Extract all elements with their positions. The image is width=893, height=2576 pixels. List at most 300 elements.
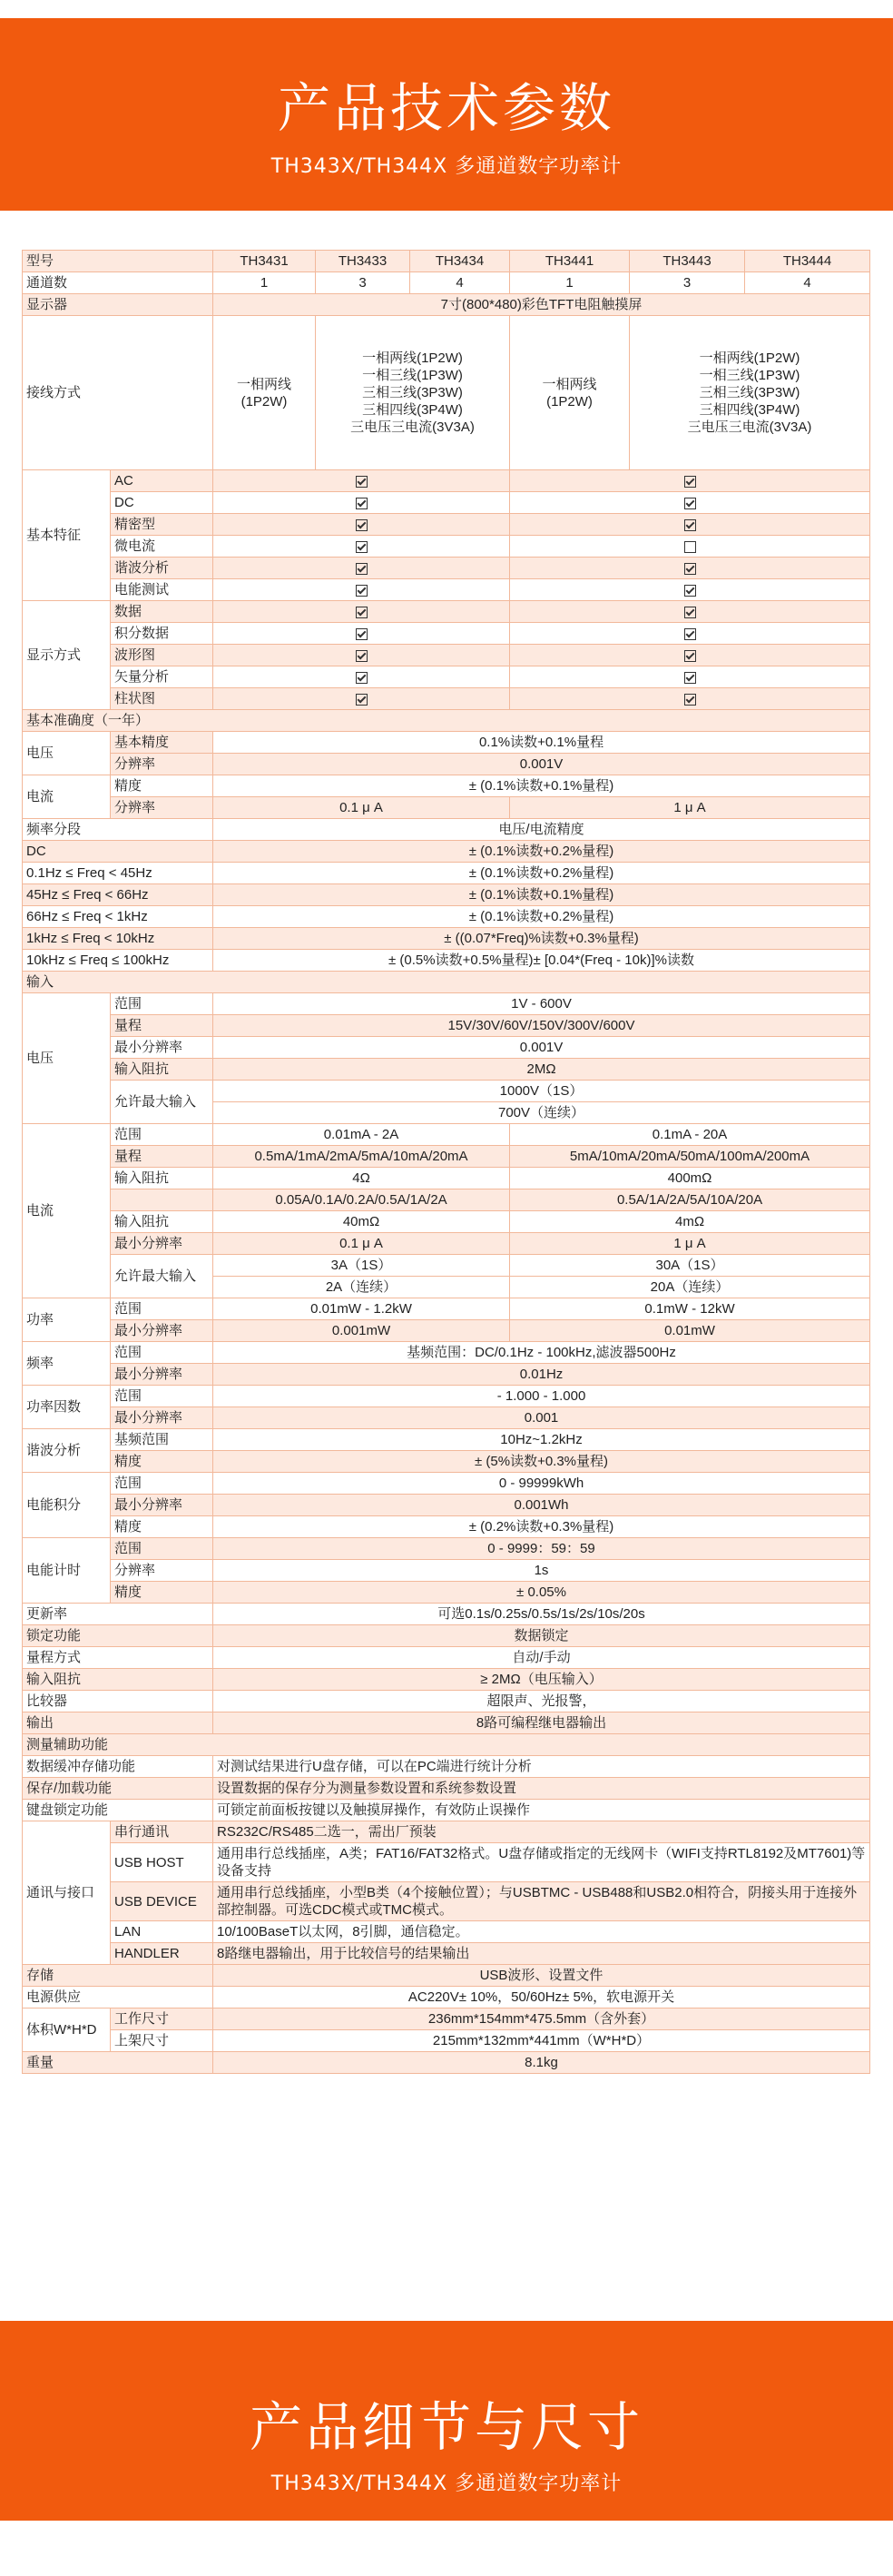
misc-row — [23, 1669, 870, 1691]
timer-res: 1s — [213, 1560, 870, 1582]
input-voltage-name: 范围 — [111, 993, 213, 1015]
input-voltage-row — [23, 1037, 870, 1059]
input-current-row — [23, 1233, 870, 1255]
input-current-row — [23, 1168, 870, 1189]
input-current-max-row — [23, 1255, 870, 1277]
misc-value: 自动/手动 — [213, 1647, 870, 1669]
basic-features-item-name: DC — [111, 492, 213, 514]
checked-box-icon — [684, 585, 696, 597]
input-voltage-value: 2MΩ — [213, 1059, 870, 1081]
input-current-name: 量程 — [111, 1146, 213, 1168]
pf-range: - 1.000 - 1.000 — [213, 1386, 870, 1407]
storage-label: 存储 — [23, 1965, 213, 1987]
spec-table — [22, 250, 870, 2074]
power-supply-row — [23, 1987, 870, 2008]
banner-title: 产品技术参数 — [277, 77, 615, 139]
input-voltage-max-label: 允许最大输入 — [111, 1081, 213, 1124]
dimensions-name: 上架尺寸 — [111, 2030, 213, 2052]
freq-band-range: 1kHz ≤ Freq < 10kHz — [23, 928, 213, 950]
basic-features-item-name: 微电流 — [111, 536, 213, 558]
checked-box-icon — [356, 607, 368, 618]
model-row — [23, 251, 870, 272]
checked-box-icon — [684, 694, 696, 706]
checked-box-icon — [356, 563, 368, 575]
display-modes-left-check — [213, 601, 510, 623]
timer-row — [23, 1560, 870, 1582]
display-modes-row — [23, 601, 870, 623]
aux-section-row — [23, 1734, 870, 1756]
freq-band-accuracy: ± ((0.07*Freq)%读数+0.3%量程) — [213, 928, 870, 950]
freq-band-accuracy: ± (0.5%读数+0.5%量程)± [0.04*(Freq - 10k)]%读数 — [213, 950, 870, 972]
dimensions-value: 236mm*154mm*475.5mm（含外套） — [213, 2008, 870, 2030]
misc-row — [23, 1647, 870, 1669]
frequency-range: 基频范围：DC/0.1Hz - 100kHz,滤波器500Hz — [213, 1342, 870, 1364]
checked-box-icon — [684, 563, 696, 575]
basic-features-left-check — [213, 536, 510, 558]
channels-cell: 1 — [510, 272, 630, 294]
bottom-banner — [0, 2321, 893, 2521]
frequency-row — [23, 1364, 870, 1386]
harmonic-range-name: 基频范围 — [111, 1429, 213, 1451]
freq-band-row — [23, 884, 870, 906]
input-section-title: 输入 — [23, 972, 870, 993]
power-supply-value: AC220V± 10%，50/60Hz± 5%，软电源开关 — [213, 1987, 870, 2008]
timer-label: 电能计时 — [23, 1538, 111, 1604]
misc-label: 输入阻抗 — [23, 1669, 213, 1691]
display-modes-left-check — [213, 688, 510, 710]
input-current-name: 范围 — [111, 1124, 213, 1146]
wiring-single-right: 一相两线 (1P2W) — [510, 316, 630, 470]
power-range-left: 0.01mW - 1.2kW — [213, 1298, 510, 1320]
pf-res: 0.001 — [213, 1407, 870, 1429]
checked-box-icon — [356, 672, 368, 684]
channels-cell: 4 — [745, 272, 870, 294]
checked-box-icon — [356, 498, 368, 509]
accuracy-voltage-res-row — [23, 754, 870, 775]
model-cell: TH3433 — [316, 251, 410, 272]
checked-box-icon — [356, 541, 368, 553]
aux-value: 设置数据的保存分为测量参数设置和系统参数设置 — [213, 1778, 870, 1800]
banner-subtitle: TH343X/TH344X 多通道数字功率计 — [270, 155, 623, 178]
misc-value: 8路可编程继电器输出 — [213, 1712, 870, 1734]
timer-res-name: 分辨率 — [111, 1560, 213, 1582]
misc-label: 输出 — [23, 1712, 213, 1734]
comm-name: LAN — [111, 1921, 213, 1943]
input-current-row — [23, 1146, 870, 1168]
freq-band-label: 频率分段 — [23, 819, 213, 841]
checked-box-icon — [684, 476, 696, 488]
energy-row — [23, 1473, 870, 1495]
checked-box-icon — [684, 672, 696, 684]
freq-band-range: DC — [23, 841, 213, 863]
frequency-row — [23, 1342, 870, 1364]
freq-band-range: 10kHz ≤ Freq ≤ 100kHz — [23, 950, 213, 972]
display-modes-right-check — [510, 601, 870, 623]
aux-label: 键盘锁定功能 — [23, 1800, 213, 1821]
input-section-row — [23, 972, 870, 993]
basic-features-label: 基本特征 — [23, 470, 111, 601]
input-current-max-label: 允许最大输入 — [111, 1255, 213, 1298]
input-current-name: 最小分辨率 — [111, 1233, 213, 1255]
input-voltage-label: 电压 — [23, 993, 111, 1124]
display-modes-item-name: 柱状图 — [111, 688, 213, 710]
comm-name: USB HOST — [111, 1843, 213, 1882]
power-range-right: 0.1mW - 12kW — [510, 1298, 870, 1320]
checked-box-icon — [356, 476, 368, 488]
timer-row — [23, 1538, 870, 1560]
checked-box-icon — [684, 650, 696, 662]
misc-value: 数据锁定 — [213, 1625, 870, 1647]
channels-label: 通道数 — [23, 272, 213, 294]
aux-row — [23, 1800, 870, 1821]
model-label: 型号 — [23, 251, 213, 272]
input-current-right: 0.5A/1A/2A/5A/10A/20A — [510, 1189, 870, 1211]
misc-row — [23, 1625, 870, 1647]
comm-name: 串行通讯 — [111, 1821, 213, 1843]
accuracy-current-res-row — [23, 797, 870, 819]
basic-features-left-check — [213, 514, 510, 536]
comm-value: 通用串行总线插座，A类；FAT16/FAT32格式。U盘存储或指定的无线网卡（WIFI支持RTL8192及MT7601)等设备支持 — [213, 1843, 870, 1882]
weight-label: 重量 — [23, 2052, 213, 2074]
freq-band-accuracy: ± (0.1%读数+0.1%量程) — [213, 884, 870, 906]
checked-box-icon — [356, 650, 368, 662]
display-modes-label: 显示方式 — [23, 601, 111, 710]
channels-cell: 1 — [213, 272, 316, 294]
input-current-label: 电流 — [23, 1124, 111, 1298]
input-current-name — [111, 1189, 213, 1211]
freq-band-value: 电压/电流精度 — [213, 819, 870, 841]
power-res-left: 0.001mW — [213, 1320, 510, 1342]
harmonic-row — [23, 1429, 870, 1451]
input-current-name: 输入阻抗 — [111, 1211, 213, 1233]
aux-row — [23, 1756, 870, 1778]
power-row — [23, 1298, 870, 1320]
aux-group — [23, 1756, 870, 1821]
harmonic-acc: ± (5%读数+0.3%量程) — [213, 1451, 870, 1473]
comm-group — [23, 1821, 870, 1965]
channels-cell: 3 — [316, 272, 410, 294]
input-voltage-name: 最小分辨率 — [111, 1037, 213, 1059]
power-range-name: 范围 — [111, 1298, 213, 1320]
basic-features-left-check — [213, 492, 510, 514]
dimensions-value: 215mm*132mm*441mm（W*H*D） — [213, 2030, 870, 2052]
frequency-range-name: 范围 — [111, 1342, 213, 1364]
power-res-right: 0.01mW — [510, 1320, 870, 1342]
input-current-left: 4Ω — [213, 1168, 510, 1189]
display-modes-item-name: 积分数据 — [111, 623, 213, 645]
timer-range: 0 - 9999：59：59 — [213, 1538, 870, 1560]
checked-box-icon — [684, 628, 696, 640]
accuracy-section-row — [23, 710, 870, 732]
frequency-label: 频率 — [23, 1342, 111, 1386]
harmonic-row — [23, 1451, 870, 1473]
display-modes-right-check — [510, 623, 870, 645]
model-cell: TH3431 — [213, 251, 316, 272]
energy-label: 电能积分 — [23, 1473, 111, 1538]
freq-band-range: 0.1Hz ≤ Freq < 45Hz — [23, 863, 213, 884]
display-modes-item-name: 矢量分析 — [111, 666, 213, 688]
accuracy-voltage-res: 0.001V — [213, 754, 870, 775]
misc-value: 超限声、光报警， — [213, 1691, 870, 1712]
misc-label: 锁定功能 — [23, 1625, 213, 1647]
accuracy-voltage-row — [23, 732, 870, 754]
input-current-left: 0.05A/0.1A/0.2A/0.5A/1A/2A — [213, 1189, 510, 1211]
misc-value: ≥ 2MΩ（电压输入） — [213, 1669, 870, 1691]
display-modes-row — [23, 623, 870, 645]
energy-res-name: 最小分辨率 — [111, 1495, 213, 1516]
top-banner — [0, 18, 893, 211]
checked-box-icon — [684, 607, 696, 618]
input-voltage-max-2: 700V（连续） — [213, 1102, 870, 1124]
display-modes-item-name: 数据 — [111, 601, 213, 623]
accuracy-current-res-right: 1 μ A — [510, 797, 870, 819]
banner-title: 产品细节与尺寸 — [249, 2396, 643, 2458]
power-label: 功率 — [23, 1298, 111, 1342]
misc-value: 可选0.1s/0.25s/0.5s/1s/2s/10s/20s — [213, 1604, 870, 1625]
basic-features-item-name: AC — [111, 470, 213, 492]
input-current-right: 400mΩ — [510, 1168, 870, 1189]
banner-subtitle: TH343X/TH344X 多通道数字功率计 — [270, 2472, 623, 2495]
pf-row — [23, 1386, 870, 1407]
energy-row — [23, 1516, 870, 1538]
storage-row — [23, 1965, 870, 1987]
timer-acc: ± 0.05% — [213, 1582, 870, 1604]
channels-cell: 4 — [410, 272, 510, 294]
misc-label: 比较器 — [23, 1691, 213, 1712]
basic-features-right-check — [510, 492, 870, 514]
input-current-row — [23, 1124, 870, 1146]
basic-features-item-name: 电能测试 — [111, 579, 213, 601]
input-voltage-max-row — [23, 1081, 870, 1102]
accuracy-current-label: 电流 — [23, 775, 111, 819]
comm-row — [23, 1943, 870, 1965]
accuracy-current-precision: ± (0.1%读数+0.1%量程) — [213, 775, 870, 797]
input-current-name: 输入阻抗 — [111, 1168, 213, 1189]
basic-features-right-check — [510, 558, 870, 579]
display-modes-row — [23, 666, 870, 688]
basic-features-row — [23, 492, 870, 514]
comm-value: RS232C/RS485二选一，需出厂预装 — [213, 1821, 870, 1843]
dimensions-row — [23, 2008, 870, 2030]
display-modes-right-check — [510, 645, 870, 666]
display-value: 7寸(800*480)彩色TFT电阻触摸屏 — [213, 294, 870, 316]
accuracy-current-res-left: 0.1 μ A — [213, 797, 510, 819]
freq-bands-group — [23, 841, 870, 972]
accuracy-current-res-label: 分辨率 — [111, 797, 213, 819]
display-modes-row — [23, 688, 870, 710]
basic-features-item-name: 精密型 — [111, 514, 213, 536]
power-supply-label: 电源供应 — [23, 1987, 213, 2008]
input-current-left: 40mΩ — [213, 1211, 510, 1233]
basic-features-right-check — [510, 470, 870, 492]
freq-band-accuracy: ± (0.1%读数+0.2%量程) — [213, 906, 870, 928]
freq-band-row — [23, 950, 870, 972]
comm-name: HANDLER — [111, 1943, 213, 1965]
comm-row — [23, 1882, 870, 1921]
input-current-left: 0.1 μ A — [213, 1233, 510, 1255]
aux-value: 可锁定前面板按键以及触摸屏操作，有效防止误操作 — [213, 1800, 870, 1821]
checked-box-icon — [356, 628, 368, 640]
model-cell: TH3443 — [630, 251, 745, 272]
basic-features-row — [23, 536, 870, 558]
energy-acc-name: 精度 — [111, 1516, 213, 1538]
aux-section-title: 测量辅助功能 — [23, 1734, 870, 1756]
input-current-max-right-2: 20A（连续） — [510, 1277, 870, 1298]
freq-band-row — [23, 906, 870, 928]
wiring-label: 接线方式 — [23, 316, 213, 470]
energy-row — [23, 1495, 870, 1516]
basic-features-row — [23, 470, 870, 492]
basic-features-row — [23, 514, 870, 536]
misc-label: 更新率 — [23, 1604, 213, 1625]
basic-features-group — [23, 470, 870, 601]
model-cell: TH3444 — [745, 251, 870, 272]
misc-row — [23, 1604, 870, 1625]
aux-label: 保存/加载功能 — [23, 1778, 213, 1800]
input-current-max-left-2: 2A（连续） — [213, 1277, 510, 1298]
energy-acc: ± (0.2%读数+0.3%量程) — [213, 1516, 870, 1538]
input-current-max-right-1: 30A（1S） — [510, 1255, 870, 1277]
wiring-row — [23, 316, 870, 470]
channels-row — [23, 272, 870, 294]
comm-label: 通讯与接口 — [23, 1821, 111, 1965]
accuracy-current-precision-label: 精度 — [111, 775, 213, 797]
input-voltage-value: 0.001V — [213, 1037, 870, 1059]
input-current-row — [23, 1189, 870, 1211]
misc-label: 量程方式 — [23, 1647, 213, 1669]
wiring-multi-left: 一相两线(1P2W) 一相三线(1P3W) 三相三线(3P3W) 三相四线(3P4W) 三电压三电流(3V3A) — [316, 316, 510, 470]
display-modes-row — [23, 645, 870, 666]
basic-features-left-check — [213, 579, 510, 601]
pf-label: 功率因数 — [23, 1386, 111, 1429]
checked-box-icon — [356, 694, 368, 706]
model-cell: TH3434 — [410, 251, 510, 272]
freq-band-accuracy: ± (0.1%读数+0.2%量程) — [213, 841, 870, 863]
weight-row — [23, 2052, 870, 2074]
input-voltage-row — [23, 1015, 870, 1037]
display-label: 显示器 — [23, 294, 213, 316]
pf-res-name: 最小分辨率 — [111, 1407, 213, 1429]
comm-row — [23, 1821, 870, 1843]
comm-value: 8路继电器输出，用于比较信号的结果输出 — [213, 1943, 870, 1965]
misc-row — [23, 1712, 870, 1734]
basic-features-row — [23, 558, 870, 579]
aux-value: 对测试结果进行U盘存储，可以在PC端进行统计分析 — [213, 1756, 870, 1778]
freq-band-row — [23, 928, 870, 950]
input-current-right: 5mA/10mA/20mA/50mA/100mA/200mA — [510, 1146, 870, 1168]
dimensions-label: 体积W*H*D — [23, 2008, 111, 2052]
accuracy-voltage-precision: 0.1%读数+0.1%量程 — [213, 732, 870, 754]
display-modes-right-check — [510, 666, 870, 688]
aux-row — [23, 1778, 870, 1800]
freq-band-header-row — [23, 819, 870, 841]
input-current-right: 4mΩ — [510, 1211, 870, 1233]
weight-value: 8.1kg — [213, 2052, 870, 2074]
timer-row — [23, 1582, 870, 1604]
input-voltage-name: 输入阻抗 — [111, 1059, 213, 1081]
comm-row — [23, 1921, 870, 1943]
freq-band-range: 45Hz ≤ Freq < 66Hz — [23, 884, 213, 906]
input-voltage-name: 量程 — [111, 1015, 213, 1037]
accuracy-voltage-precision-label: 基本精度 — [111, 732, 213, 754]
display-modes-left-check — [213, 645, 510, 666]
comm-name: USB DEVICE — [111, 1882, 213, 1921]
frequency-res: 0.01Hz — [213, 1364, 870, 1386]
storage-value: USB波形、设置文件 — [213, 1965, 870, 1987]
input-voltage-row — [23, 993, 870, 1015]
power-row — [23, 1320, 870, 1342]
input-current-max-left-1: 3A（1S） — [213, 1255, 510, 1277]
input-voltage-value: 15V/30V/60V/150V/300V/600V — [213, 1015, 870, 1037]
checked-box-icon — [684, 498, 696, 509]
harmonic-acc-name: 精度 — [111, 1451, 213, 1473]
frequency-res-name: 最小分辨率 — [111, 1364, 213, 1386]
display-row — [23, 294, 870, 316]
freq-band-accuracy: ± (0.1%读数+0.2%量程) — [213, 863, 870, 884]
channels-cell: 3 — [630, 272, 745, 294]
input-voltage-max-1: 1000V（1S） — [213, 1081, 870, 1102]
timer-range-name: 范围 — [111, 1538, 213, 1560]
misc-row — [23, 1691, 870, 1712]
accuracy-current-row — [23, 775, 870, 797]
wiring-single-left: 一相两线 (1P2W) — [213, 316, 316, 470]
pf-range-name: 范围 — [111, 1386, 213, 1407]
basic-features-item-name: 谐波分析 — [111, 558, 213, 579]
basic-features-right-check — [510, 579, 870, 601]
timer-acc-name: 精度 — [111, 1582, 213, 1604]
freq-band-row — [23, 863, 870, 884]
basic-features-right-check — [510, 536, 870, 558]
harmonic-label: 谐波分析 — [23, 1429, 111, 1473]
input-current-row — [23, 1211, 870, 1233]
basic-features-left-check — [213, 470, 510, 492]
wiring-multi-right: 一相两线(1P2W) 一相三线(1P3W) 三相三线(3P3W) 三相四线(3P4W) 三电压三电流(3V3A) — [630, 316, 870, 470]
pf-row — [23, 1407, 870, 1429]
comm-value: 10/100BaseT以太网，8引脚，通信稳定。 — [213, 1921, 870, 1943]
basic-features-right-check — [510, 514, 870, 536]
energy-res: 0.001Wh — [213, 1495, 870, 1516]
display-modes-left-check — [213, 623, 510, 645]
aux-label: 数据缓冲存储功能 — [23, 1756, 213, 1778]
display-modes-group — [23, 601, 870, 710]
input-current-right: 0.1mA - 20A — [510, 1124, 870, 1146]
accuracy-voltage-res-label: 分辨率 — [111, 754, 213, 775]
checked-box-icon — [356, 519, 368, 531]
input-current-left: 0.5mA/1mA/2mA/5mA/10mA/20mA — [213, 1146, 510, 1168]
display-modes-left-check — [213, 666, 510, 688]
basic-features-left-check — [213, 558, 510, 579]
harmonic-range: 10Hz~1.2kHz — [213, 1429, 870, 1451]
checked-box-icon — [356, 585, 368, 597]
energy-range: 0 - 99999kWh — [213, 1473, 870, 1495]
misc-group — [23, 1604, 870, 1734]
display-modes-item-name: 波形图 — [111, 645, 213, 666]
empty-box-icon — [684, 541, 696, 553]
power-res-name: 最小分辨率 — [111, 1320, 213, 1342]
accuracy-section-title: 基本准确度（一年） — [23, 710, 870, 732]
input-current-right: 1 μ A — [510, 1233, 870, 1255]
freq-band-range: 66Hz ≤ Freq < 1kHz — [23, 906, 213, 928]
freq-band-row — [23, 841, 870, 863]
input-current-left: 0.01mA - 2A — [213, 1124, 510, 1146]
dimensions-row — [23, 2030, 870, 2052]
display-modes-right-check — [510, 688, 870, 710]
accuracy-voltage-label: 电压 — [23, 732, 111, 775]
input-voltage-row — [23, 1059, 870, 1081]
comm-value: 通用串行总线插座，小型B类（4个接触位置）；与USBTMC - USB488和USB2.0相符合，阴接头用于连接外部控制器。可选CDC模式或TMC模式。 — [213, 1882, 870, 1921]
comm-row — [23, 1843, 870, 1882]
checked-box-icon — [684, 519, 696, 531]
